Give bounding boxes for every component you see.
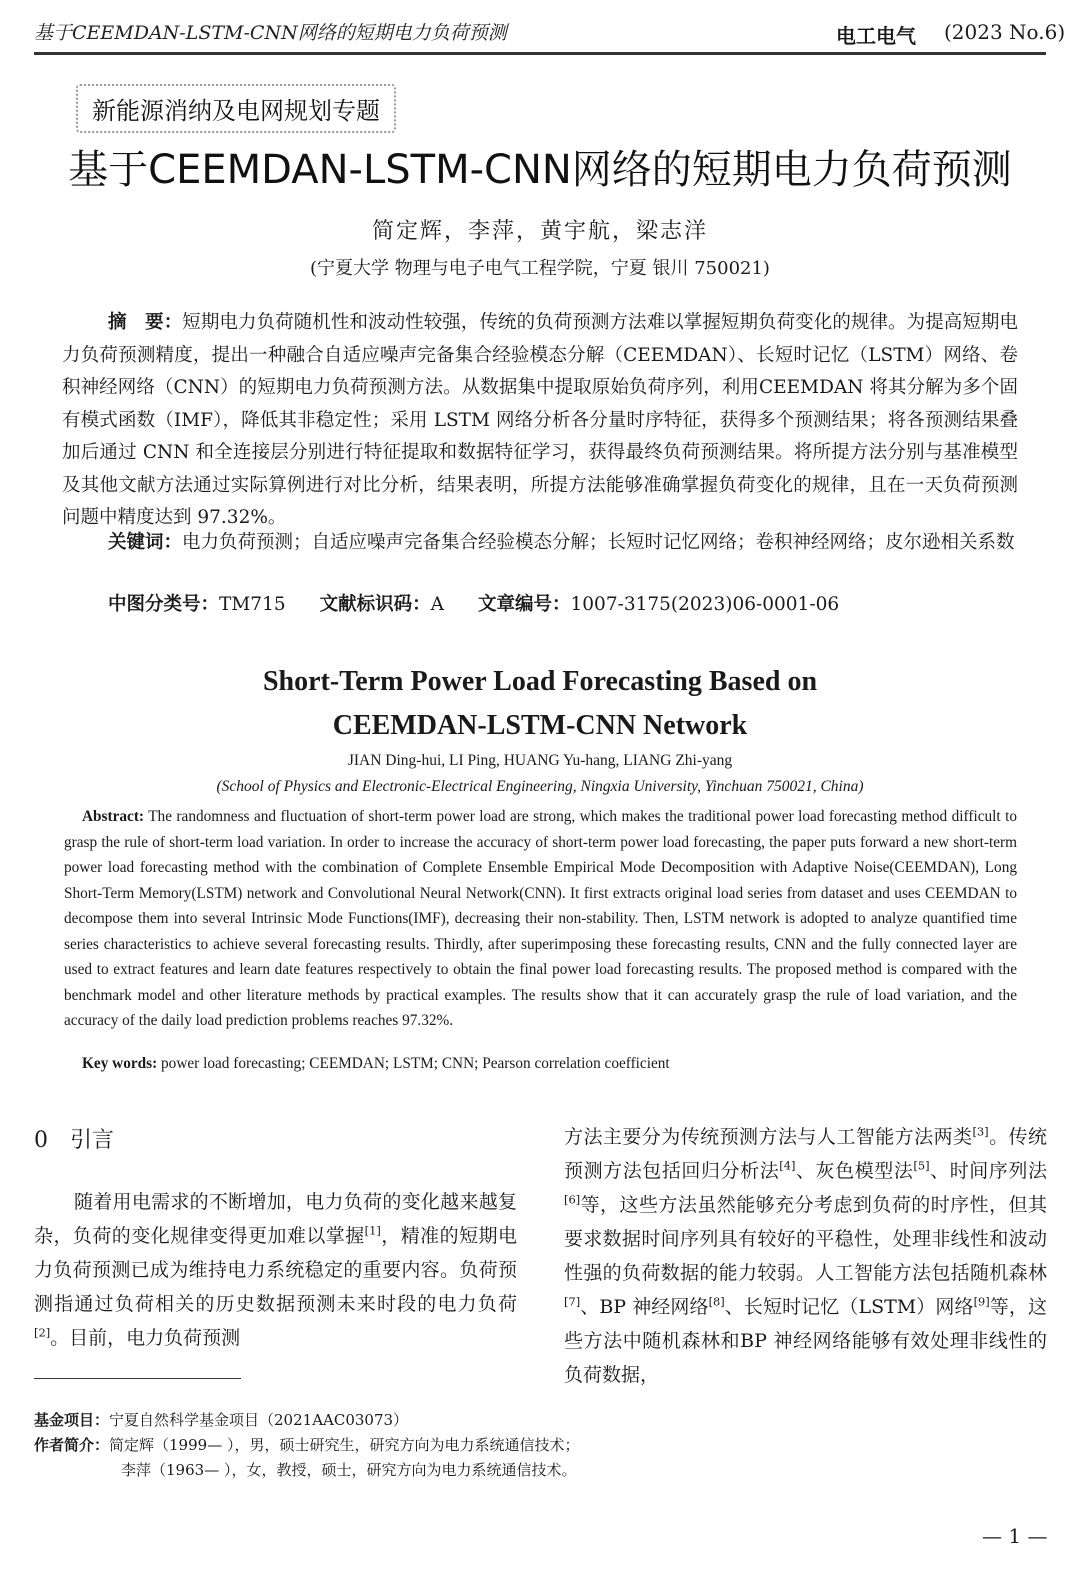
keywords-zh-text: 电力负荷预测；自适应噪声完备集合经验模态分解；长短时记忆网络；卷积神经网络；皮尔逊相关系数 — [182, 532, 1015, 553]
keywords-zh — [62, 527, 1018, 560]
authors-zh: 简定辉，李萍，黄宇航，梁志洋 — [371, 219, 708, 244]
keywords-en-label: Key words: — [82, 1055, 158, 1072]
citation-ref: [2] — [34, 1325, 51, 1340]
keywords-en-text: power load forecasting; CEEMDAN; LSTM; CNN; Pearson correlation coefficient — [157, 1055, 670, 1072]
paper-title-en-line1: Short-Term Power Load Forecasting Based on — [262, 666, 818, 697]
paper-title-en-line2: CEEMDAN-LSTM-CNN Network — [332, 710, 748, 741]
clc-value: TM715 — [219, 594, 286, 615]
keywords-zh-label: 关键词： — [108, 532, 183, 553]
intro-text: 方法主要分为传统预测方法与人工智能方法两类 — [564, 1126, 973, 1148]
footnotes — [34, 1408, 1034, 1483]
intro-text: 、长短时记忆（LSTM）网络 — [724, 1296, 974, 1318]
issue-number: (2023 No.6) — [944, 20, 1066, 44]
intro-text: 。传统预测方法包括回归分析法 — [564, 1126, 1047, 1182]
citation-ref: [9] — [973, 1294, 990, 1309]
intro-text: 、灰色模型法 — [795, 1160, 914, 1182]
intro-right-column — [564, 1120, 1047, 1392]
author-intro-2: 李萍（1963— ），女，教授，硕士，研究方向为电力系统通信技术。 — [121, 1461, 577, 1479]
intro-text: 等，这些方法虽然能够充分考虑到负荷的时序性，但其要求数据时间序列具有较好的平稳性，处理非线性和波动性强的负荷数据的能力较弱。人工智能方法包括随机森林 — [564, 1194, 1047, 1284]
classification-line — [108, 592, 839, 618]
author-intro-1: 简定辉（1999— ），男，硕士研究生，研究方向为电力系统通信技术； — [109, 1436, 580, 1454]
intro-text: 随着用电需求的不断增加，电力负荷的变化越来越复杂，负荷的变化规律变得更加难以掌握 — [34, 1191, 517, 1247]
paper-title-zh: 基于CEEMDAN-LSTM-CNN网络的短期电力负荷预测 — [68, 147, 1012, 193]
article-number-value: 1007-3175(2023)06-0001-06 — [570, 594, 840, 615]
column-label: 新能源消纳及电网规划专题 — [76, 84, 396, 133]
abstract-en-text: The randomness and fluctuation of short-term power load are strong, which makes the traditional power load forecasting method difficult to grasp the rule of short-term load variation. In order to increase the accuracy of short-term power load forecasting, the paper puts forward a new short-term power load forecasting method with the combination of Complete Ensemble Empirical Mode Decomposition with Adaptive Noise(CEEMDAN), Long Short-Term Memory(LSTM) network and Convolutional Neural Network(CNN). It first extracts original load series from dataset and uses CEEMDAN to decompose them into several Intrinsic Mode Functions(IMF), decreasing their non-stability. Then, LSTM network is adopted to analyze quantified time series characteristics to achieve several forecasting results. Thirdly, after superimposing these forecasting results, CNN and the fully connected layer are used to extract features and learn date features respectively to obtain the final power load forecasting results. The proposed method is compared with the benchmark model and other literature methods by practical examples. The results show that it can accurately grasp the rule of load variation, and the accuracy of the daily load prediction problems reaches 97.32%. — [64, 808, 1017, 1029]
running-title: 基于CEEMDAN-LSTM-CNN网络的短期电力负荷预测 — [34, 22, 507, 44]
citation-ref: [5] — [913, 1158, 930, 1173]
page-number: — 1 — — [982, 1524, 1048, 1548]
author-intro-line-2 — [34, 1458, 1034, 1483]
fund-line — [34, 1408, 1034, 1433]
citation-ref: [3] — [972, 1124, 989, 1139]
authors-en: JIAN Ding-hui, LI Ping, HUANG Yu-hang, LIANG Zhi-yang — [347, 752, 733, 769]
affiliation-zh: (宁夏大学 物理与电子电气工程学院，宁夏 银川 750021) — [310, 258, 770, 279]
keywords-en — [82, 1055, 670, 1073]
doc-code-value: A — [430, 594, 444, 615]
citation-ref: [8] — [708, 1294, 725, 1309]
citation-ref: [1] — [364, 1223, 381, 1238]
author-intro-label: 作者简介： — [34, 1436, 110, 1454]
paper-title-en — [0, 660, 1080, 748]
abstract-en — [64, 804, 1017, 1034]
intro-text: 。目前，电力负荷预测 — [50, 1327, 241, 1349]
clc-label: 中图分类号： — [108, 594, 220, 615]
intro-text: 等，这些方法中随机森林和BP 神经网络能够有效处理非线性的负荷数据， — [564, 1296, 1047, 1386]
intro-text: ，精准的短期电力负荷预测已成为维持电力系统稳定的重要内容。负荷预测指通过负荷相关的历史数据预测未来时段的电力负荷 — [34, 1225, 517, 1315]
footnote-rule — [34, 1378, 241, 1379]
fund-text: 宁夏自然科学基金项目（2021AAC03073） — [109, 1411, 409, 1429]
intro-text: 、时间序列法 — [929, 1160, 1047, 1182]
abstract-en-label: Abstract: — [82, 808, 145, 825]
abstract-zh-label: 摘 要： — [108, 312, 183, 333]
citation-ref: [6] — [564, 1192, 581, 1207]
section-heading: 0 引言 — [34, 1128, 114, 1153]
doc-code-label: 文献标识码： — [319, 594, 431, 615]
abstract-zh-text: 短期电力负荷随机性和波动性较强，传统的负荷预测方法难以掌握短期负荷变化的规律。为提高短期电力负荷预测精度，提出一种融合自适应噪声完备集合经验模态分解（CEEMDAN）、长短时记忆（LSTM）网络、卷积神经网络（CNN）的短期电力负荷预测方法。从数据集中提取原始负荷序列，利用CEEMDAN 将其分解为多个固有模式函数（IMF），降低其非稳定性；采用 LSTM 网络分析各分量时序特征，获得多个预测结果；将各预测结果叠加后通过 CNN 和全连接层分别进行特征提取和数据特征学习，获得最终负荷预测结果。将所提方法分别与基准模型及其他文献方法通过实际算例进行对比分析，结果表明，所提方法能够准确掌握负荷变化的规律，且在一天负荷预测问题中精度达到 97.32%。 — [62, 312, 1018, 528]
author-intro-line — [34, 1433, 1034, 1458]
intro-text: 、BP 神经网络 — [580, 1296, 709, 1318]
affiliation-en: (School of Physics and Electronic-Electrical Engineering, Ningxia University, Yinchuan 750021, China) — [216, 778, 864, 795]
article-number-label: 文章编号： — [478, 594, 571, 615]
journal-name: 电工电气 — [836, 24, 916, 48]
intro-left-column — [34, 1185, 517, 1355]
fund-label: 基金项目： — [34, 1411, 110, 1429]
abstract-zh — [62, 307, 1018, 535]
citation-ref: [7] — [564, 1294, 581, 1309]
citation-ref: [4] — [779, 1158, 796, 1173]
header-rule — [34, 52, 1046, 55]
